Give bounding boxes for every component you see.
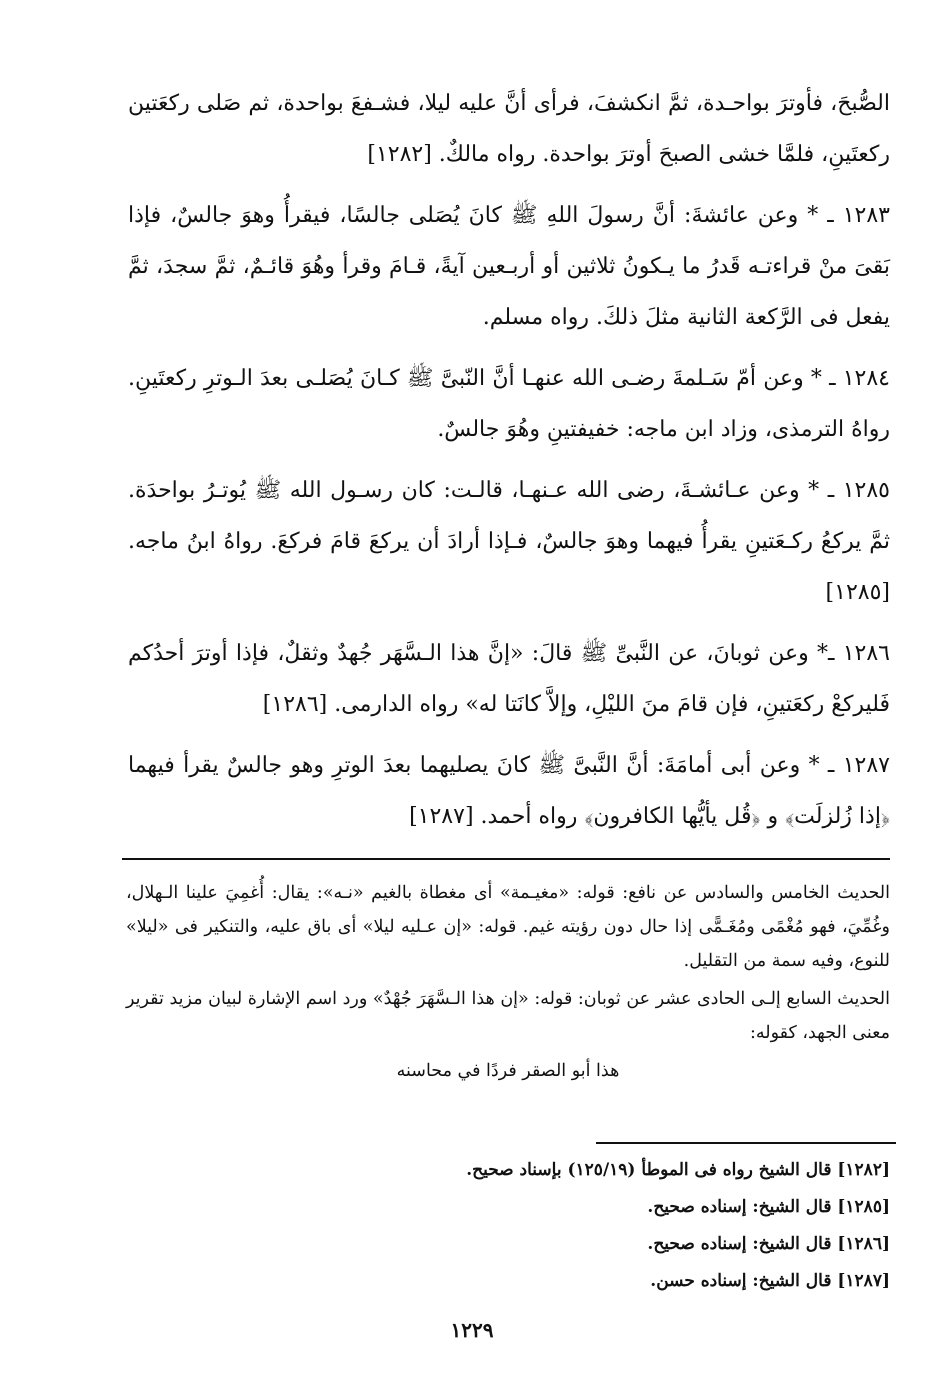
poetry-verse: هذا أبو الصقر فردًا في محاسنه <box>396 1061 620 1081</box>
page-number: ١٢٢٩ <box>450 1318 494 1342</box>
footnote-1282: [١٢٨٢] قال الشيخ رواه فى الموطأ (١٢٥/١٩) بإسناد صحيح. <box>466 1160 890 1180</box>
hadith-1286: ١٢٨٦ ـ* وعن ثوبانَ، عن النَّبىِّ ﷺ قالَ: «إنَّ هذا الـسَّهَر جُهدٌ وثقلٌ، فإذا أوترَ أحدُكم فَليركعْ ركعَتينِ، فإن قامَ منَ الليْلِ، وإلاَّ كانَتا له» رواه الدارمى. [١٢٨٦] <box>128 641 890 717</box>
commentary-notes <box>126 876 890 1092</box>
footnote-divider <box>596 1142 896 1144</box>
note-paragraph: الحديث السابع إلـى الحادى عشر عن ثوبان: قوله: «إن هذا الـسَّهَرَ جُهْدٌ» ورد اسم الإشارة لبيان مزيد تقرير معنى الجهد، كقوله: <box>126 989 890 1043</box>
footnote-1285: [١٢٨٥] قال الشيخ: إسناده صحيح. <box>647 1197 890 1217</box>
hadith-1285: ١٢٨٥ ـ * وعن عـائشـةَ، رضى الله عـنهـا، قالـت: كان رسـول الله ﷺ يُوتـرُ بواحدَة. ثمَّ يركعُ ركـعَتينِ يقرأُ فيهما وهوَ جالسٌ، فـإذا أرادَ أن يركعَ قامَ فركعَ. رواهُ ابنُ ماجه. [١٢٨٥] <box>128 478 890 605</box>
hadith-1283: ١٢٨٣ ـ * وعن عائشةَ: أنَّ رسولَ اللهِ ﷺ كانَ يُصَلى جالسًا، فيقرأُ وهوَ جالسٌ، فإذا بَقىَ منْ قراءتـه قَدرُ ما يـكونُ ثلاثين أو أربـعين آيةً، قـامَ وقرأ وهُوَ قائـمٌ، ثمَّ سجدَ، ثمَّ يفعل فى الرَّكعة الثانية مثلَ ذلكَ. رواه مسلم. <box>128 203 890 330</box>
note-paragraph: الحديث الخامس والسادس عن نافع: قوله: «مغيـمة» أى مغطاة بالغيم «نـه»: يقال: أُغمِيَ علينا الـهلال، وغُمِّيَ، فهو مُغْمًى ومُغَـمًّى إذا حال دون رؤيته غيم. قوله: «إن عـليه ليلا» أى باق عليه، والتنكير فى «ليلا» للنوع، وفيه سمة من التقليل. <box>126 883 890 971</box>
continued-paragraph: الصُّبحَ، فأوترَ بواحـدة، ثمَّ انكشفَ، فرأى أنَّ عليه ليلا، فشـفعَ بواحدة، ثم صَلى ركعَتين ركعتَينِ، فلمَّا خشى الصبحَ أوترَ بواحدة. رواه مالكٌ. [١٢٨٢] <box>128 91 890 167</box>
hadith-1287: ١٢٨٧ ـ * وعن أبى أمامَةَ: أنَّ النَّبىَّ ﷺ كانَ يصليهما بعدَ الوترِ وهو جالسٌ يقرأ فيهما ﴿إذا زُلزلَت﴾ و ﴿قُل يأيُّها الكافرون﴾ رواه أحمد. [١٢٨٧] <box>128 753 890 829</box>
main-divider <box>122 858 890 860</box>
footnote-1286: [١٢٨٦] قال الشيخ: إسناده صحيح. <box>647 1234 890 1254</box>
footnotes <box>300 1152 890 1300</box>
footnote-1287: [١٢٨٧] قال الشيخ: إسناده حسن. <box>650 1271 890 1291</box>
hadith-1284: ١٢٨٤ ـ * وعن أمّ سَـلمةَ رضـى الله عنهـا أنَّ النّبىَّ ﷺ كـانَ يُصَلـى بعدَ الـوترِ ركعتَينِ. رواهُ الترمذى، وزاد ابن ماجه: خفيفتينِ وهُوَ جالسٌ. <box>128 366 890 442</box>
main-text <box>128 78 890 852</box>
